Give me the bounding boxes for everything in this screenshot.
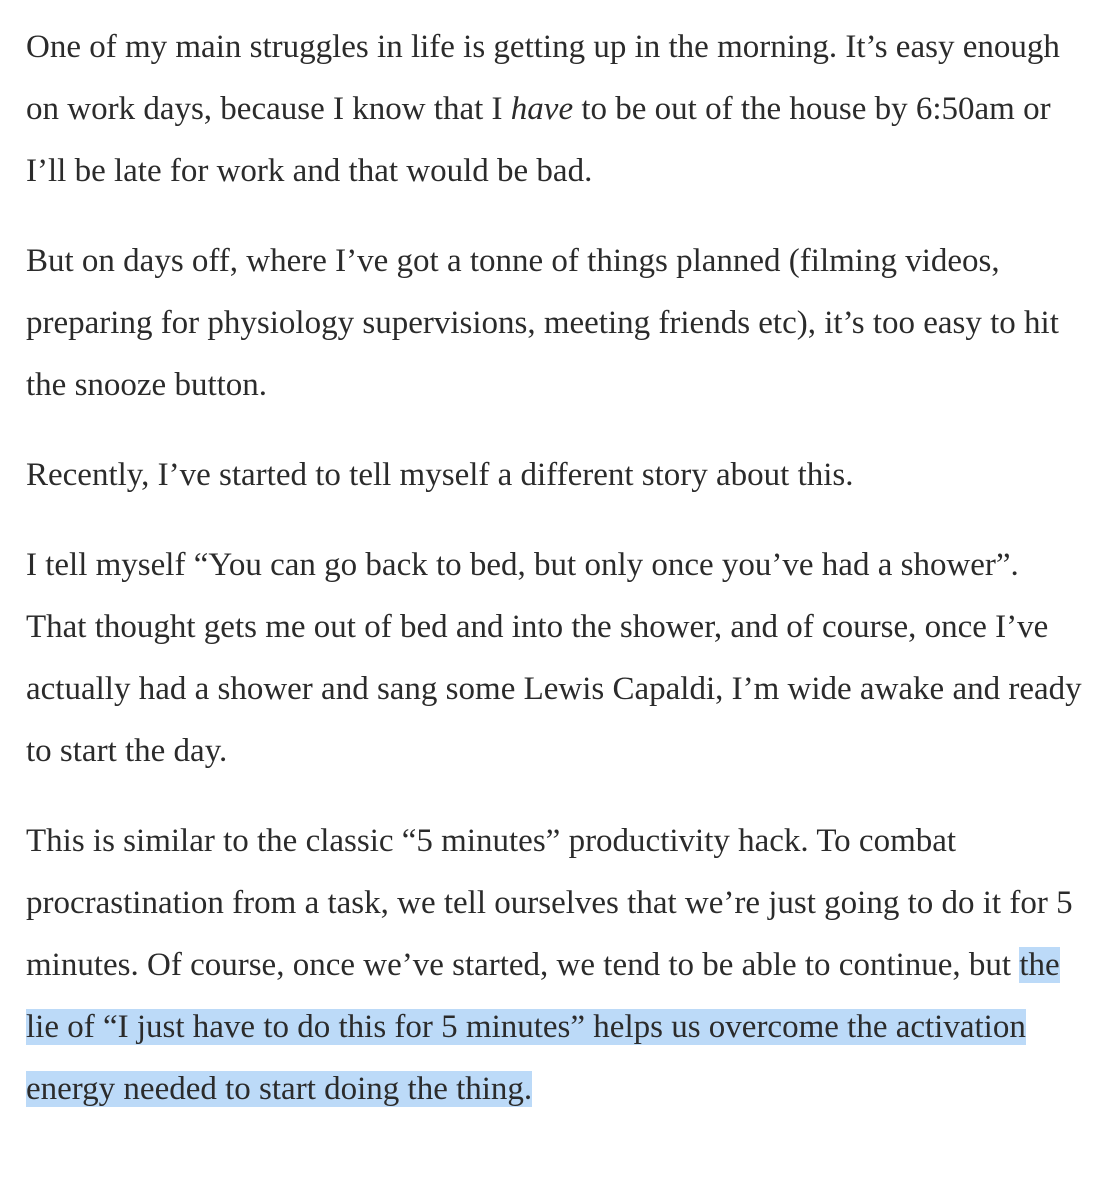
paragraph-2: But on days off, where I’ve got a tonne of things planned (filming videos, preparing for physiology supervisions, meeting friends etc), it’s too easy to hit the snooze button. xyxy=(26,243,1059,403)
paragraph-4: I tell myself “You can go back to bed, but only once you’ve had a shower”. That thought gets me out of bed and into the shower, and of course, once I’ve actually had a shower and sang some Lewis Capaldi, I’m wide awake and ready to start the day. xyxy=(26,547,1082,769)
paragraph-1-emphasis: have xyxy=(510,91,574,127)
paragraph-5 xyxy=(26,810,1085,1120)
paragraph-3: Recently, I’ve started to tell myself a different story about this. xyxy=(26,457,854,493)
highlighted-text-selection[interactable]: the lie of “I just have to do this for 5 minutes” helps us overcome the activation energy needed to start doing the thing. xyxy=(26,947,1060,1107)
paragraph-1-text-end: to be out of the house by 6:50am or I’ll be late for work and that would be bad. xyxy=(26,91,1051,189)
paragraph-5-text: This is similar to the classic “5 minutes” productivity hack. To combat procrastination from a task, we tell ourselves that we’re just going to do it for 5 minutes. Of course, once we’ve started, we tend to be able to continue, but xyxy=(26,823,1073,983)
paragraph-1 xyxy=(26,16,1085,202)
paragraph-1-text-start: One of my main struggles in life is getting up in the morning. It’s easy enough on work days, because I know that I xyxy=(26,29,1060,127)
